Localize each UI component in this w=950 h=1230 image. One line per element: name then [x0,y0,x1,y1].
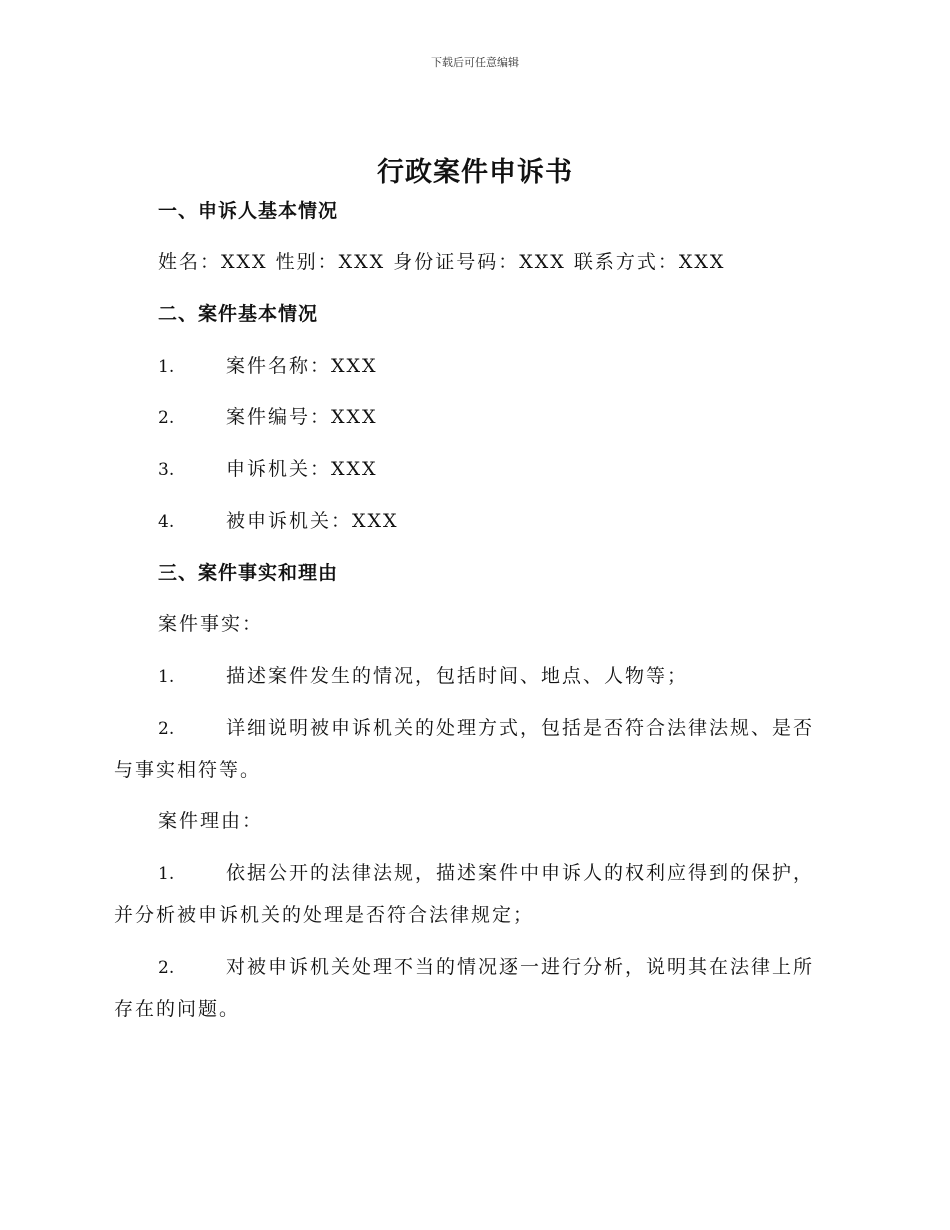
item-text-continued: 与事实相符等。 [114,759,262,781]
item-text: 对被申诉机关处理不当的情况逐一进行分析，说明其在法律上所 [226,956,815,978]
list-item [158,455,882,484]
item-text: 描述案件发生的情况，包括时间、地点、人物等； [226,665,689,687]
item-number: 1. [158,357,175,377]
list-item [158,859,882,888]
item-text: 案件编号：XXX [226,406,378,428]
item-text-continued: 并分析被申诉机关的处理是否符合法律规定； [114,904,535,926]
header-note: 下载后可任意编辑 [431,56,519,69]
item-text: 依据公开的法律法规，描述案件中申诉人的权利应得到的保护， [226,862,815,884]
item-text: 被申诉机关：XXX [226,510,399,532]
section2-heading: 二、案件基本情况 [158,303,319,325]
list-item [158,714,882,743]
reasons-label: 案件理由： [158,810,264,832]
item-number: 3. [158,460,175,480]
facts-label: 案件事实： [158,613,264,635]
item-number: 4. [158,512,175,532]
item-text: 案件名称：XXX [226,355,378,377]
item-text: 详细说明被申诉机关的处理方式，包括是否符合法律法规、是否 [226,717,815,739]
item-number: 1. [158,667,175,687]
list-item [158,662,882,691]
item-number: 2. [158,408,175,428]
document-title: 行政案件申诉书 [377,157,573,188]
list-item [158,403,882,432]
list-item [158,953,882,982]
section1-heading: 一、申诉人基本情况 [158,200,339,222]
item-number: 2. [158,958,175,978]
item-number: 2. [158,719,175,739]
list-item [158,507,882,536]
item-text-continued: 存在的问题。 [114,998,241,1020]
item-number: 1. [158,864,175,884]
item-text: 申诉机关：XXX [226,458,378,480]
section3-heading: 三、案件事实和理由 [158,562,339,584]
applicant-info: 姓名：XXX 性别：XXX 身份证号码：XXX 联系方式：XXX [158,251,726,273]
list-item [158,352,882,381]
